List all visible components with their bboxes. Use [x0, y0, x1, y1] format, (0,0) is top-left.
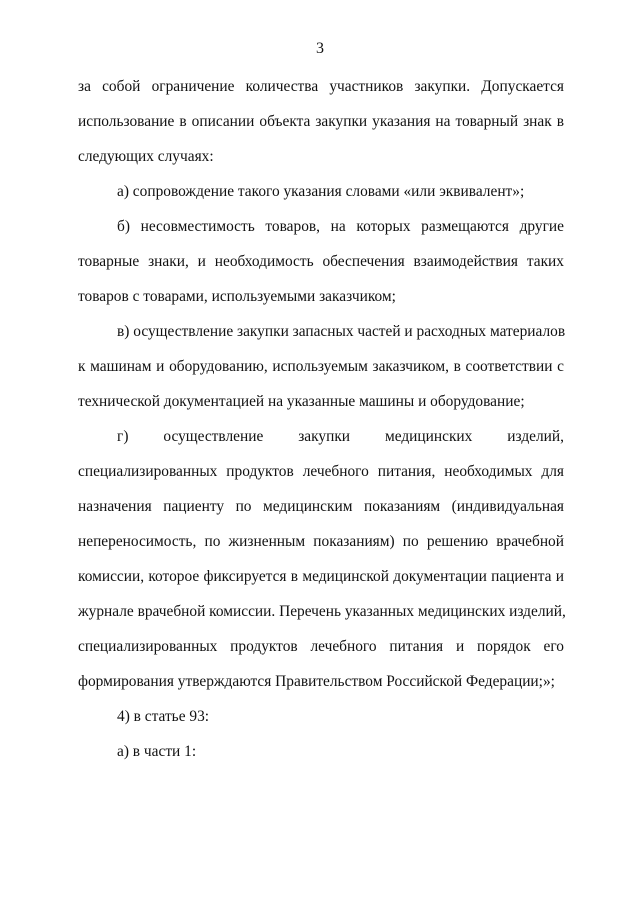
- text-line: специализированных продуктов лечебного питания, необходимых для: [78, 463, 564, 480]
- text-line: комиссии, которое фиксируется в медицинской документации пациента и: [78, 568, 564, 585]
- list-item-b-first-line: б) несовместимость товаров, на которых размещаются другие: [117, 218, 564, 235]
- list-item-a-first-line: а) сопровождение такого указания словами «или эквивалент»;: [117, 183, 525, 200]
- text-line: формирования утверждаются Правительством Российской Федерации;»;: [78, 673, 555, 690]
- article-93-heading: 4) в статье 93:: [117, 708, 210, 725]
- text-line: непереносимость, по жизненным показаниям) по решению врачебной: [78, 533, 564, 550]
- part-1-heading: а) в части 1:: [117, 743, 197, 760]
- text-line: следующих случаях:: [78, 148, 214, 165]
- text-line: специализированных продуктов лечебного питания и порядок его: [78, 638, 564, 655]
- page-number: 3: [316, 40, 324, 57]
- text-line: за собой ограничение количества участников закупки. Допускается: [78, 78, 564, 95]
- text-line: использование в описании объекта закупки указания на товарный знак в: [78, 113, 564, 130]
- text-line: журнале врачебной комиссии. Перечень указанных медицинских изделий,: [78, 603, 566, 620]
- text-line: товаров с товарами, используемыми заказчиком;: [78, 288, 396, 305]
- text-line: к машинам и оборудованию, используемым заказчиком, в соответствии с: [78, 358, 564, 375]
- list-item-g-first-line: г) осуществление закупки медицинских изделий,: [117, 428, 564, 445]
- list-item-v-first-line: в) осуществление закупки запасных частей и расходных материалов: [117, 323, 566, 340]
- text-line: назначения пациенту по медицинским показаниям (индивидуальная: [78, 498, 564, 515]
- text-line: товарные знаки, и необходимость обеспечения взаимодействия таких: [78, 253, 564, 270]
- text-line: технической документацией на указанные машины и оборудование;: [78, 393, 525, 410]
